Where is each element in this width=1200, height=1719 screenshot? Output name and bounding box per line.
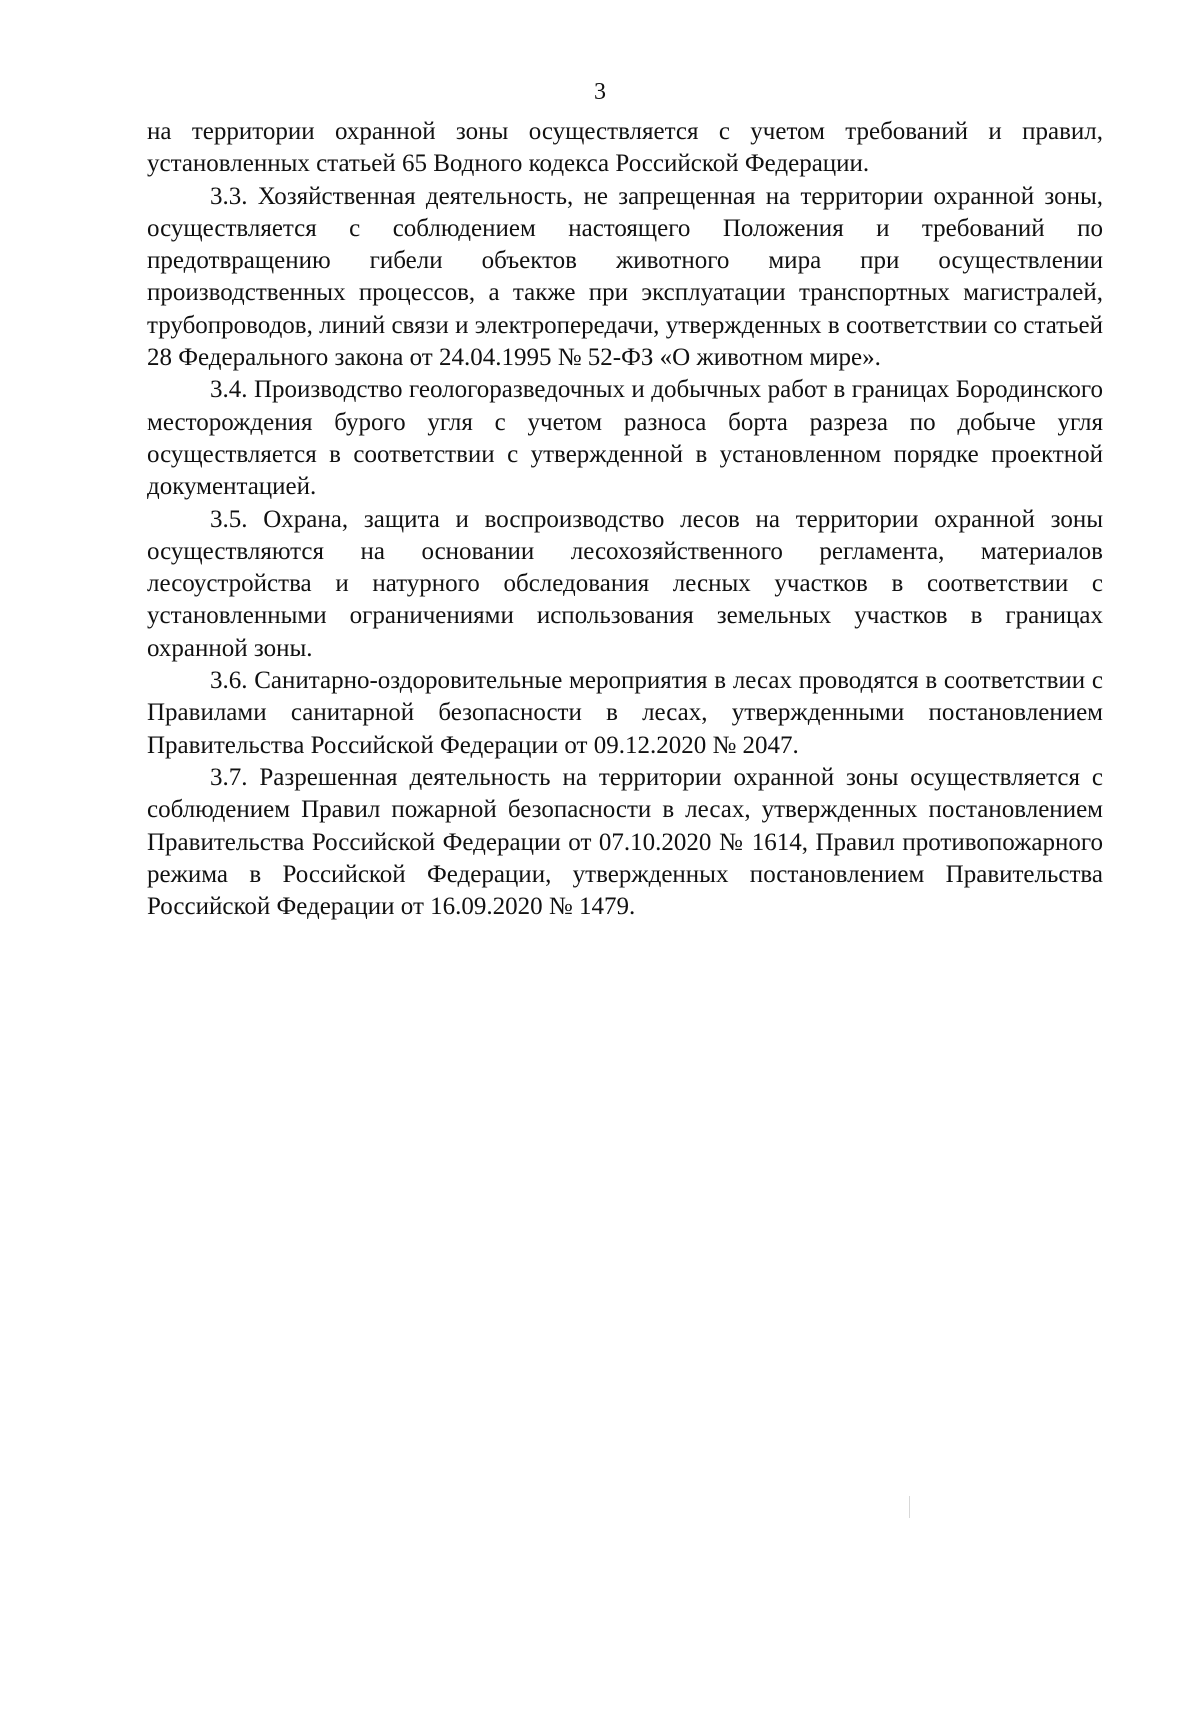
paragraph-3-4: 3.4. Производство геологоразведочных и добычных работ в границах Бородинского месторождения бурого угля с учетом разноса борта разреза по добыче угля осуществляется в соответствии с утвержденной в установленном порядке проектной документацией.: [147, 376, 1103, 501]
paragraph-3-6: 3.6. Санитарно-оздоровительные мероприятия в лесах проводятся в соответствии с Правилами санитарной безопасности в лесах, утвержденными постановлением Правительства Российской Федерации от 09.12.2020 № 2047.: [147, 667, 1103, 759]
paragraph-3-7: 3.7. Разрешенная деятельность на территории охранной зоны осуществляется с соблюдением Правил пожарной безопасности в лесах, утвержденных постановлением Правительства Российской Федерации от 07.10.2020 № 1614, Правил противопожарного режима в Российской Федерации, утвержденных постановлением Правительства Российской Федерации от 16.09.2020 № 1479.: [147, 763, 1103, 921]
scan-artifact: [909, 1496, 910, 1518]
page-number: 3: [594, 79, 606, 105]
paragraph-3-5: 3.5. Охрана, защита и воспроизводство лесов на территории охранной зоны осуществляются на основании лесохозяйственного регламента, материалов лесоустройства и натурного обследования лесных участков в соответствии с установленными ограничениями использования земельных участков в границах охранной зоны.: [147, 505, 1103, 662]
paragraph-continuation: на территории охранной зоны осуществляется с учетом требований и правил, установленных статьей 65 Водного кодекса Российской Федерации.: [147, 118, 1103, 178]
document-body: [147, 116, 1103, 923]
paragraph-3-3: 3.3. Хозяйственная деятельность, не запрещенная на территории охранной зоны, осуществляется с соблюдением настоящего Положения и требований по предотвращению гибели объектов животного мира при осуществлении производственных процессов, а также при эксплуатации транспортных магистралей, трубопроводов, линий связи и электропередачи, утвержденных в соответствии со статьей 28 Федерального закона от 24.04.1995 № 52-ФЗ «О животном мире».: [147, 182, 1103, 372]
